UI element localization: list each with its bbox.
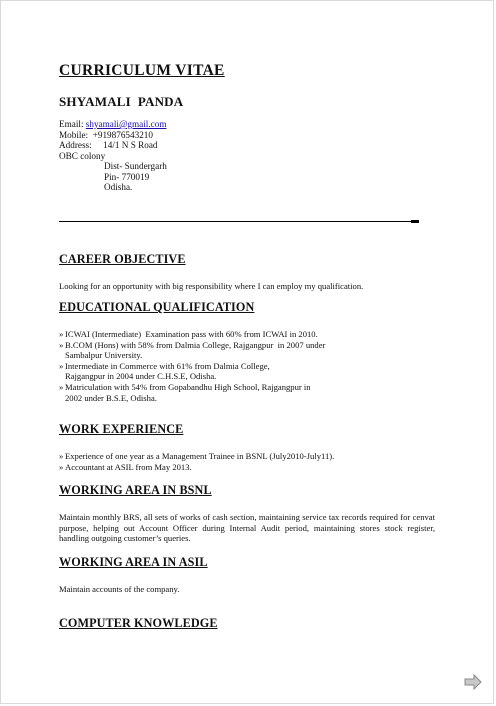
list-item-text: Matriculation with 54% from Gopabandhu High School, Rajgangpur in (65, 381, 311, 392)
bullet-icon: » (59, 461, 64, 472)
bullet-icon: » (59, 339, 64, 350)
section-divider (59, 221, 417, 222)
working-area-bsnl-heading: WORKING AREA IN BSNL (59, 483, 212, 497)
address-line-5: Odisha. (104, 182, 133, 192)
education-heading: EDUCATIONAL QUALIFICATION (59, 300, 255, 314)
address-line-4: Pin- 770019 (104, 171, 150, 182)
list-item (59, 329, 325, 340)
working-area-asil-text: Maintain accounts of the company. (59, 584, 180, 594)
candidate-name: SHYAMALI PANDA (59, 94, 184, 109)
career-objective-heading: CAREER OBJECTIVE (59, 252, 186, 266)
list-item-text-cont: 2002 under B.S.E, Odisha. (65, 392, 157, 403)
address-line-2: OBC colony (59, 150, 106, 161)
contact-block (59, 119, 167, 193)
career-objective-text: Looking for an opportunity with big responsibility where I can employ my qualification. (59, 281, 364, 291)
list-item-text: B.COM (Hons) with 58% from Dalmia College, Rajgangpur in 2007 under (65, 339, 326, 350)
bullet-icon: » (59, 381, 64, 392)
address-row: Address: 14/1 N S Road (59, 140, 158, 150)
list-item (59, 382, 325, 403)
list-item-text-cont: Rajgangpur in 2004 under C.H.S.E, Odisha. (65, 371, 217, 382)
list-item (59, 451, 334, 462)
bullet-icon: » (59, 360, 64, 371)
divider-endcap (411, 220, 419, 223)
list-item-text: Accountant at ASIL from May 2013. (65, 461, 192, 472)
education-list (59, 329, 325, 403)
document-title: CURRICULUM VITAE (59, 62, 225, 79)
address-line-3: Dist- Sundergarh (104, 161, 167, 171)
list-item-text: ICWAI (Intermediate) Examination pass with 60% from ICWAI in 2010. (65, 329, 318, 339)
list-item-text: Experience of one year as a Management Trainee in BSNL (July2010-July11). (65, 451, 335, 461)
bullet-icon: » (59, 451, 64, 461)
work-experience-list (59, 451, 334, 472)
working-area-asil-heading: WORKING AREA IN ASIL (59, 555, 208, 569)
list-item-text-cont: Sambalpur University. (65, 350, 143, 361)
next-arrow-icon-graphic (463, 672, 483, 692)
mobile-row: Mobile: +919876543210 (59, 129, 153, 140)
computer-knowledge-heading: COMPUTER KNOWLEDGE (59, 616, 218, 630)
working-area-bsnl-text: Maintain monthly BRS, all sets of works of cash section, maintaining service tax records required for cenvat purpose, helping out Account Officer during Internal Audit period, maintaining stores stock register, handling outgoing customer’s queries. (59, 512, 435, 544)
email-label: Email: (59, 119, 86, 129)
bullet-icon: » (59, 329, 64, 339)
email-link[interactable]: shyamali@gmail.com (85, 119, 167, 129)
list-item (59, 361, 325, 382)
list-item (59, 340, 325, 361)
email-row (59, 119, 167, 130)
next-arrow-icon[interactable] (463, 672, 483, 692)
list-item (59, 462, 334, 473)
work-experience-heading: WORK EXPERIENCE (59, 422, 184, 436)
list-item-text: Intermediate in Commerce with 61% from Dalmia College, (65, 360, 270, 371)
